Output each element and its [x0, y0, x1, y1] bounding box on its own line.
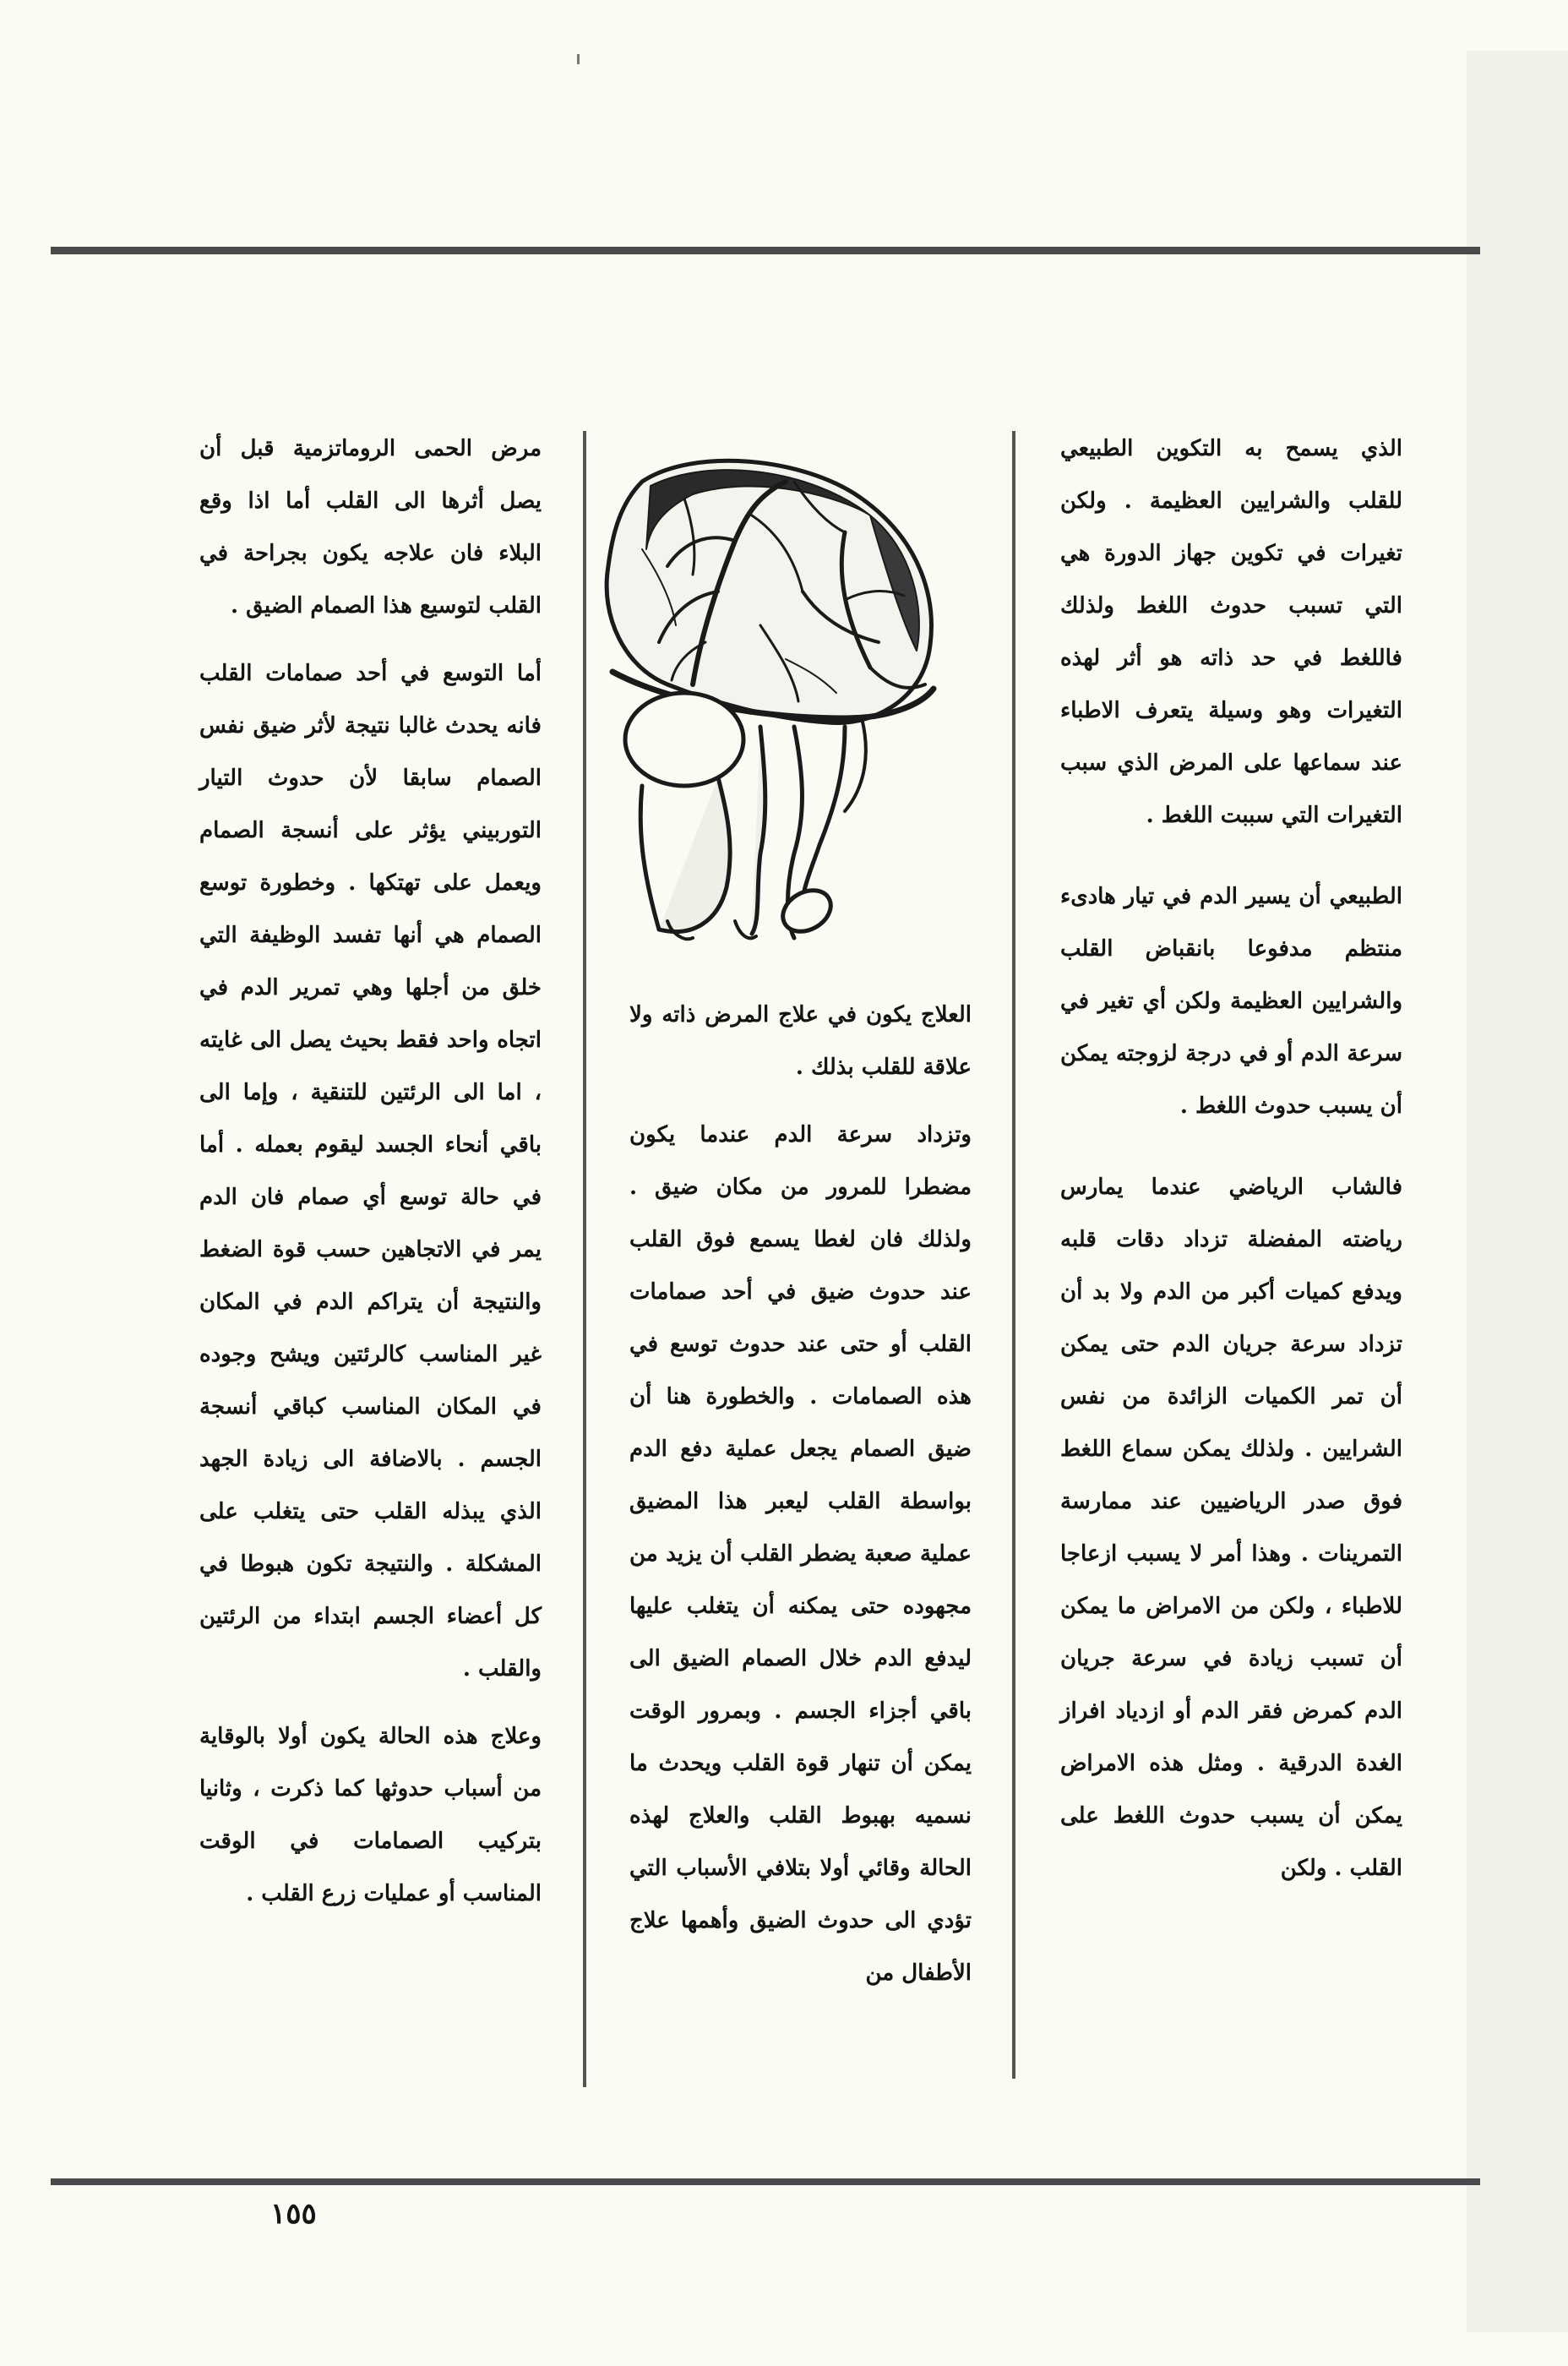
- column-divider: [583, 431, 586, 2087]
- paragraph: وتزداد سرعة الدم عندما يكون مضطرا للمرور من مكان ضيق . ولذلك فان لغطا يسمع فوق القلب عند حدوث ضيق في أحد صمامات القلب أو حتى عند حدوث توسع في هذه الصمامات . والخطورة هنا أن ضيق الصمام يجعل عملية دفع الدم بواسطة القلب ليعبر هذا المضيق عملية صعبة يضطر القلب أن يزيد من مجهوده حتى يمكنه أن يتغلب عليها ليدفع الدم خلال الصمام الضيق الى باقي أجزاء الجسم . وبمرور الوقت يمكن أن تنهار قوة القلب ويحدث ما نسميه بهبوط القلب والعلاج لهذه الحالة وقائي أولا بتلافي الأسباب التي تؤدي الى حدوث الضيق وأهمها علاج الأطفال من: [629, 1122, 972, 1986]
- bottom-rule: [51, 2178, 1480, 2185]
- column-divider: [1012, 431, 1015, 2079]
- paragraph: فالشاب الرياضي عندما يمارس رياضته المفضلة تزداد دقات قلبه ويدفع كميات أكبر من الدم ولا بد أن تزداد سرعة جريان الدم حتى يمكن أن تمر الكميات الزائدة من نفس الشرايين . ولذلك يمكن سماع اللغط فوق صدر الرياضيين عند ممارسة التمرينات . وهذا أمر لا يسبب ازعاجا للاطباء ، ولكن من الامراض ما يمكن أن تسبب زيادة في سرعة جريان الدم كمرض فقر الدم أو ازدياد افراز الغدة الدرقية . ومثل هذه الامراض يمكن أن يسبب حدوث اللغط على القلب . ولكن: [1060, 1175, 1402, 1881]
- paragraph: الذي يسمح به التكوين الطبيعي للقلب والشرايين العظيمة . ولكن تغيرات في تكوين جهاز الدورة هي التي تسبب حدوث اللغط ولذلك فاللغط في حد ذاته هو أثر لهذه التغيرات وهو وسيلة يتعرف الاطباء عند سماعها على المرض الذي سبب التغيرات التي سببت اللغط .: [1060, 436, 1402, 828]
- top-rule: [51, 247, 1480, 254]
- paragraph: العلاج يكون في علاج المرض ذاته ولا علاقة للقلب بذلك .: [629, 1002, 972, 1080]
- text-column-right: [1060, 422, 1402, 1910]
- paragraph: وعلاج هذه الحالة يكون أولا بالوقاية من أسباب حدوثها كما ذكرت ، وثانيا بتركيب الصمامات في الوقت المناسب أو عمليات زرع القلب .: [199, 1724, 542, 1906]
- heart-illustration: [591, 448, 955, 955]
- scan-margin: [1467, 51, 1568, 2332]
- page-number: ١٥٥: [270, 2197, 317, 2231]
- text-column-middle: [629, 989, 972, 2014]
- scan-speck: [577, 54, 580, 64]
- paragraph: أما التوسع في أحد صمامات القلب فانه يحدث غالبا نتيجة لأثر ضيق نفس الصمام سابقا لأن حدوث التيار التوربيني يؤثر على أنسجة الصمام ويعمل على تهتكها . وخطورة توسع الصمام هي أنها تفسد الوظيفة التي خلق من أجلها وهي تمرير الدم في اتجاه واحد فقط بحيث يصل الى غايته ، اما الى الرئتين للتنقية ، وإما الى باقي أنحاء الجسد ليقوم بعمله . أما في حالة توسع أي صمام فان الدم يمر في الاتجاهين حسب قوة الضغط والنتيجة أن يتراكم الدم في المكان غير المناسب كالرئتين ويشح وجوده في المكان المناسب كباقي أنسجة الجسم . بالاضافة الى زيادة الجهد الذي يبذله القلب حتى يتغلب على المشكلة . والنتيجة تكون هبوطا في كل أعضاء الجسم ابتداء من الرئتين والقلب .: [199, 661, 542, 1682]
- paragraph: الطبيعي أن يسير الدم في تيار هادىء منتظم مدفوعا بانقباض القلب والشرايين العظيمة ولكن أي تغير في سرعة الدم أو في درجة لزوجته يمكن أن يسبب حدوث اللغط .: [1060, 884, 1402, 1119]
- paragraph: مرض الحمى الروماتزمية قبل أن يصل أثرها الى القلب أما اذا وقع البلاء فان علاجه يكون بجراحة في القلب لتوسيع هذا الصمام الضيق .: [199, 436, 542, 619]
- text-column-left: [199, 422, 542, 1935]
